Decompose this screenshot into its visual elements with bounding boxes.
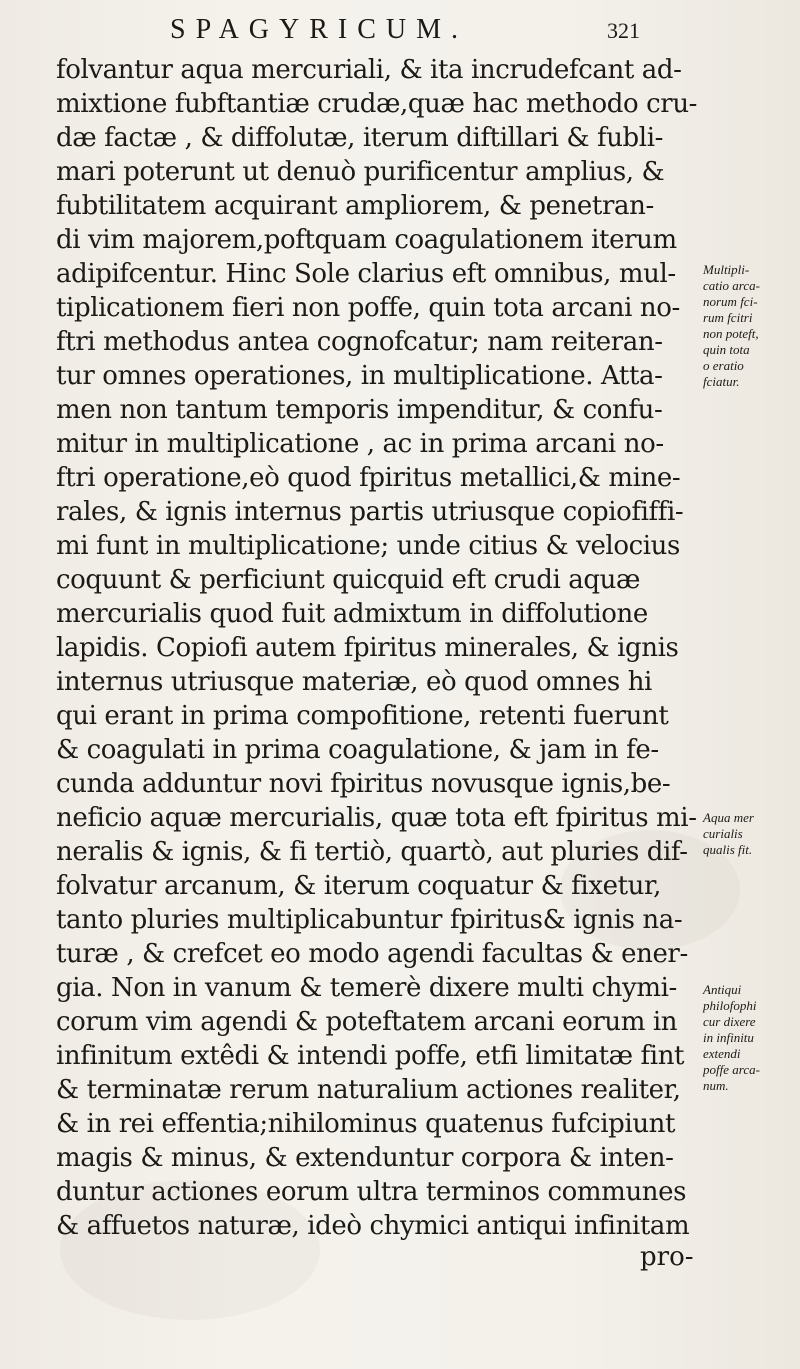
margin-note-line: cur dixere <box>703 1014 756 1029</box>
margin-note-line: catio arca- <box>703 278 760 293</box>
text-line: neralis & ignis, & fi tertiò, quartò, aut pluries dif- <box>56 837 688 867</box>
margin-note-line: Aqua mer <box>703 810 754 825</box>
text-line: & coagulati in prima coagulatione, & jam in fe- <box>56 735 659 765</box>
text-line: di vim majorem,poftquam coagulationem iterum <box>56 225 677 255</box>
text-line: & terminatæ rerum naturalium actiones realiter, <box>56 1075 681 1105</box>
margin-note-line: quin tota <box>703 342 750 357</box>
text-line: gia. Non in vanum & temerè dixere multi chymi- <box>56 973 677 1003</box>
text-line: tanto pluries multiplicabuntur fpiritus& ignis na- <box>56 905 683 935</box>
text-line: ftri methodus antea cognofcatur; nam reiteran- <box>56 327 663 357</box>
margin-note-line: poffe arca- <box>703 1062 760 1077</box>
margin-note-line: extendi <box>703 1046 741 1061</box>
margin-note-multiplicatio <box>703 262 800 390</box>
margin-note-line: philofophi <box>703 998 757 1013</box>
text-line: lapidis. Copiofi autem fpiritus minerales, & ignis <box>56 633 679 663</box>
text-line: qui erant in prima compofitione, retenti fuerunt <box>56 701 669 731</box>
page-header <box>170 14 640 54</box>
text-line: infinitum extêdi & intendi poffe, etfi limitatæ fint <box>56 1041 685 1071</box>
margin-note-line: o eratio <box>703 358 744 373</box>
text-line: adipifcentur. Hinc Sole clarius eft omnibus, mul- <box>56 259 676 289</box>
text-line: mari poterunt ut denuò purificentur amplius, & <box>56 157 665 187</box>
margin-note-antiqui-philosophi <box>703 982 800 1094</box>
page-number: 321 <box>607 18 640 43</box>
text-line: corum vim agendi & poteftatem arcani eorum in <box>56 1007 678 1037</box>
text-line: rales, & ignis internus partis utriusque copiofiffi- <box>56 497 684 527</box>
text-line: mi funt in multiplicatione; unde citius & velocius <box>56 531 680 561</box>
margin-note-line: qualis fit. <box>703 842 753 857</box>
text-line: mercurialis quod fuit admixtum in diffolutione <box>56 599 648 629</box>
margin-note-line: norum fci- <box>703 294 758 309</box>
text-line: mixtione fubftantiæ crudæ,quæ hac methodo cru- <box>56 89 698 119</box>
text-line: internus utriusque materiæ, eò quod omnes hi <box>56 667 652 697</box>
margin-note-aqua-mercurialis <box>703 810 800 858</box>
text-line: mitur in multiplicatione , ac in prima arcani no- <box>56 429 664 459</box>
text-line: & affuetos naturæ, ideò chymici antiqui infinitam <box>56 1211 690 1241</box>
text-line: duntur actiones eorum ultra terminos communes <box>56 1177 687 1207</box>
catchword: pro- <box>640 1242 694 1272</box>
margin-note-line: fciatur. <box>703 374 740 389</box>
margin-note-line: curialis <box>703 826 743 841</box>
margin-note-line: Multipli- <box>703 262 750 277</box>
margin-note-line: Antiqui <box>703 982 742 997</box>
margin-note-line: in infinitu <box>703 1030 754 1045</box>
text-line: dæ factæ , & diffolutæ, iterum diftillari & fubli- <box>56 123 664 153</box>
margin-note-line: non poteft, <box>703 326 759 341</box>
text-line: men non tantum temporis impenditur, & confu- <box>56 395 663 425</box>
text-line: tur omnes operationes, in multiplicatione. Atta- <box>56 361 663 391</box>
text-line: cunda adduntur novi fpiritus novusque ignis,be- <box>56 769 671 799</box>
text-line: fubtilitatem acquirant ampliorem, & penetran- <box>56 191 654 221</box>
text-line: magis & minus, & extenduntur corpora & inten- <box>56 1143 674 1173</box>
text-line: turæ , & crefcet eo modo agendi facultas & ener- <box>56 939 688 969</box>
text-line: tiplicationem fieri non poffe, quin tota arcani no- <box>56 293 680 323</box>
text-line: neficio aquæ mercurialis, quæ tota eft fpiritus mi- <box>56 803 697 833</box>
text-line: folvantur aqua mercuriali, & ita incrudefcant ad- <box>56 55 682 85</box>
text-line: folvatur arcanum, & iterum coquatur & fixetur, <box>56 871 662 901</box>
running-title: SPAGYRICUM. <box>170 14 469 45</box>
text-line: coquunt & perficiunt quicquid eft crudi aquæ <box>56 565 640 595</box>
text-line: & in rei effentia;nihilominus quatenus fufcipiunt <box>56 1109 676 1139</box>
margin-note-line: num. <box>703 1078 729 1093</box>
margin-note-line: rum fcitri <box>703 310 753 325</box>
text-line: ftri operatione,eò quod fpiritus metallici,& mine- <box>56 463 681 493</box>
